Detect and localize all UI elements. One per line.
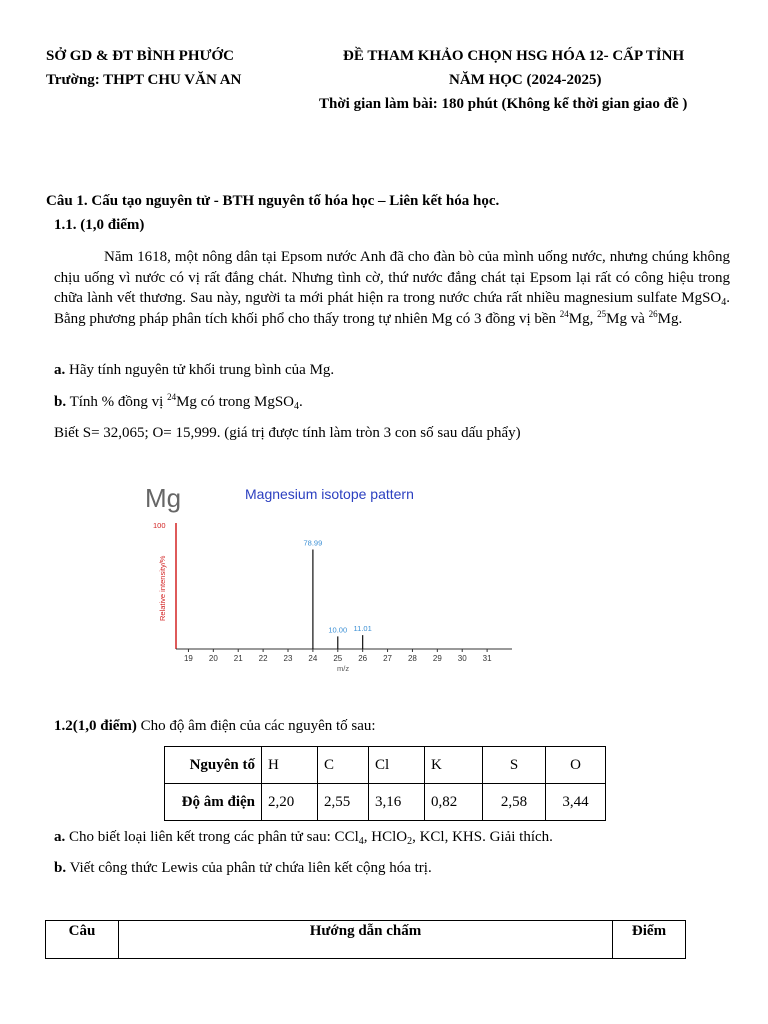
table-row: [165, 747, 606, 784]
table-cell: 3,44: [546, 784, 606, 821]
question-1-2-part-b: b. Viết công thức Lewis của phân tử chứa liên kết cộng hóa trị.: [54, 860, 432, 876]
exam-title: ĐỀ THAM KHẢO CHỌN HSG HÓA 12- CẤP TỈNH: [343, 48, 685, 64]
chart-element-label: Mg: [145, 483, 182, 513]
x-tick-label: 31: [482, 654, 492, 663]
table-cell: Cl: [369, 747, 425, 784]
grading-col-score: Điểm: [613, 921, 686, 959]
question-1-1-part-a: a. Hãy tính nguyên tử khối trung bình của Mg.: [54, 362, 335, 378]
table-cell: S: [483, 747, 546, 784]
question-1-2-heading: 1.2(1,0 điểm) Cho độ âm điện của các nguyên tố sau:: [54, 718, 376, 734]
table-header-electronegativity: Độ âm điện: [165, 784, 262, 821]
x-tick-label: 19: [183, 654, 193, 663]
table-row: [165, 784, 606, 821]
x-tick-label: 30: [457, 654, 467, 663]
chart-x-label: m/z: [337, 664, 350, 673]
table-cell: 3,16: [369, 784, 425, 821]
x-tick-label: 27: [383, 654, 393, 663]
x-tick-label: 26: [358, 654, 368, 663]
question-1-2-part-a: a. Cho biết loại liên kết trong các phân tử sau: CCl$_4$, HClO$_2$, KCl, KHS. Giải thích.: [54, 829, 553, 847]
chart-title: Magnesium isotope pattern: [245, 486, 414, 502]
table-row: [46, 921, 686, 959]
table-header-element: Nguyên tố: [165, 747, 262, 784]
question-1-1-part-b: b. Tính % đồng vị $^{24}$Mg có trong MgSO$_4$.: [54, 392, 303, 412]
table-cell: K: [425, 747, 483, 784]
department-name: SỞ GD & ĐT BÌNH PHƯỚC: [46, 48, 234, 64]
school-name: Trường: THPT CHU VĂN AN: [46, 72, 242, 88]
table-cell: 0,82: [425, 784, 483, 821]
x-tick-label: 22: [258, 654, 268, 663]
table-cell: 2,55: [318, 784, 369, 821]
x-tick-label: 24: [308, 654, 318, 663]
x-tick-label: 21: [233, 654, 243, 663]
electronegativity-table: [164, 746, 606, 821]
table-cell: O: [546, 747, 606, 784]
exam-time: Thời gian làm bài: 180 phút (Không kể thời gian giao đề ): [319, 96, 688, 112]
x-tick-label: 20: [208, 654, 218, 663]
x-tick-label: 29: [432, 654, 442, 663]
x-tick-label: 23: [283, 654, 293, 663]
table-cell: C: [318, 747, 369, 784]
school-year: NĂM HỌC (2024-2025): [449, 72, 602, 88]
question-1-title: Câu 1. Cấu tạo nguyên tử - BTH nguyên tố hóa học – Liên kết hóa học.: [46, 193, 500, 209]
table-cell: 2,20: [262, 784, 318, 821]
grading-table: [45, 920, 686, 959]
question-1-1-given-data: Biết S= 32,065; O= 15,999. (giá trị được tính làm tròn 3 con số sau dấu phẩy): [54, 425, 521, 441]
x-tick-label: 28: [407, 654, 417, 663]
peak-label: 10.00: [328, 625, 348, 635]
table-cell: H: [262, 747, 318, 784]
peak-label: 78.99: [303, 538, 323, 548]
grading-col-question: Câu: [46, 921, 119, 959]
chart-y-tick-100: 100: [153, 521, 166, 530]
chart-y-label: Relative intensity/%: [158, 555, 167, 621]
question-1-1-heading: 1.1. (1,0 điểm): [54, 217, 145, 233]
grading-col-guide: Hướng dẫn chấm: [119, 921, 613, 959]
x-tick-label: 25: [333, 654, 343, 663]
mg-isotope-chart: [140, 475, 525, 675]
table-cell: 2,58: [483, 784, 546, 821]
peak-label: 11.01: [353, 624, 372, 634]
question-1-1-paragraph: Năm 1618, một nông dân tại Epsom nước Anh đã cho đàn bò của mình uống nước, nhưng chúng không chịu uống vì nước có vị rất đắng chát. Nhưng tình cờ, thứ nước đắng chát tại Epsom lại rất có công hiệu trong chữa lành vết thương. Sau này, người ta mới phát hiện ra trong nước chứa rất nhiều magnesium sulfate MgSO$_4$. Bằng phương pháp phân tích khối phổ cho thấy trong tự nhiên Mg có 3 đồng vị bền $^{24}$Mg, $^{25}$Mg và $^{26}$Mg.: [54, 249, 730, 327]
